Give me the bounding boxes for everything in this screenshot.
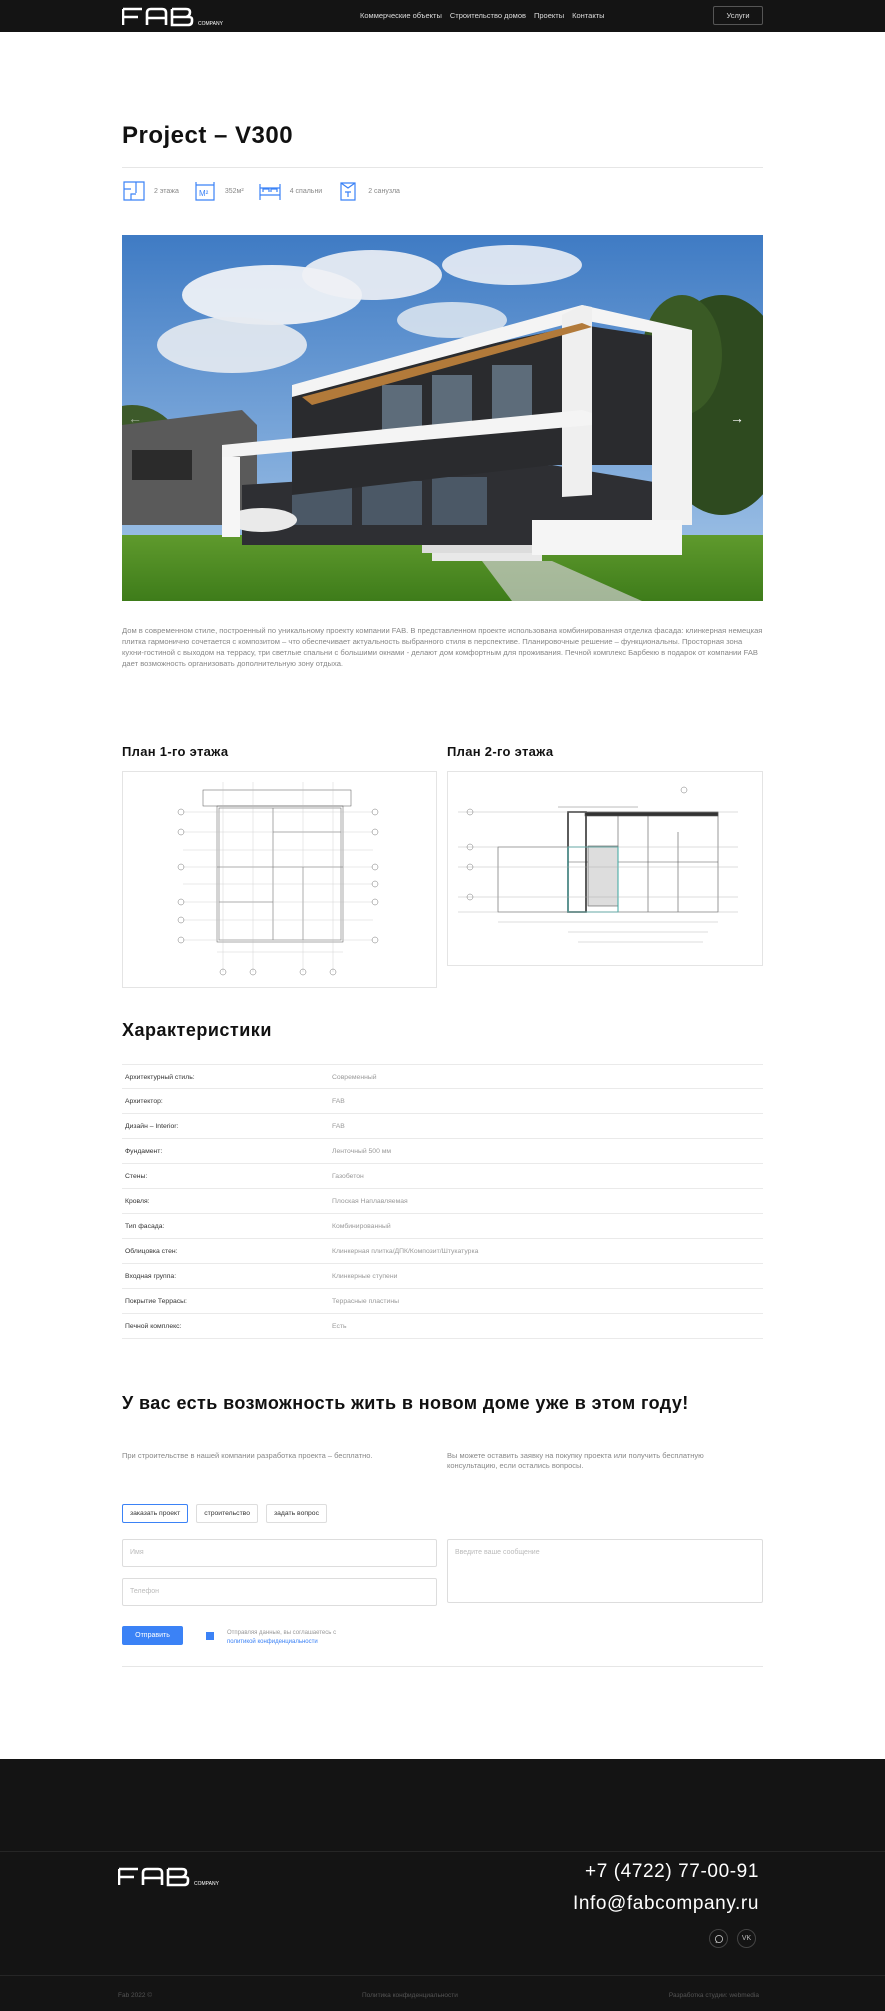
consent-text [227, 1629, 336, 1647]
send-button[interactable]: Отправить [122, 1626, 183, 1645]
spec-bathrooms [336, 180, 400, 202]
row-value: Плоская Наплавляемая [332, 1198, 408, 1205]
row-value: Газобетон [332, 1173, 364, 1180]
spec-bathrooms-text: 2 санузла [368, 187, 400, 195]
table-row [122, 1314, 763, 1339]
services-button[interactable]: Услуги [713, 6, 763, 25]
table-row [122, 1064, 763, 1089]
footer-phone[interactable]: +7 (4722) 77-00-91 [585, 1861, 759, 1882]
floors-icon [122, 180, 146, 202]
row-key: Облицовка стен: [125, 1248, 178, 1255]
privacy-link[interactable]: политикой конфиденциальности [227, 1639, 318, 1645]
spec-floors-text: 2 этажа [154, 187, 179, 195]
name-input[interactable]: Имя [122, 1539, 437, 1567]
spec-area [193, 180, 244, 202]
cta-title: У вас есть возможность жить в новом доме уже в этом году! [122, 1393, 689, 1413]
footer-privacy-link[interactable]: Политика конфиденциальности [362, 1992, 458, 1999]
fab-logo[interactable] [122, 7, 232, 27]
row-key: Стены: [125, 1173, 148, 1180]
tab-question[interactable]: задать вопрос [266, 1504, 327, 1523]
logo-company-text: COMPANY [198, 21, 223, 27]
spec-bedrooms-text: 4 спальни [289, 187, 323, 195]
bed-icon [258, 180, 282, 202]
developer-credit[interactable]: Разработка студии: webmedia [668, 1992, 759, 1999]
table-row [122, 1239, 763, 1264]
spec-area-text: 352м² [224, 187, 244, 195]
row-key: Тип фасада: [125, 1223, 165, 1230]
row-value: Клинкерные ступени [332, 1273, 398, 1280]
slider-next-arrow[interactable]: → [730, 410, 744, 426]
row-key: Входная группа: [125, 1273, 177, 1280]
tab-construction[interactable]: строительство [196, 1504, 258, 1523]
row-value: Есть [332, 1323, 347, 1330]
nav-house-building[interactable]: Строительство домов [449, 11, 526, 20]
row-key: Архитектор: [125, 1098, 163, 1105]
plan-second-title: План 2-го этажа [447, 744, 554, 759]
footer-email[interactable]: Info@fabcompany.ru [572, 1893, 759, 1914]
nav-contacts[interactable]: Контакты [572, 11, 605, 20]
spec-bedrooms [258, 180, 323, 202]
plan-first-title: План 1-го этажа [122, 744, 229, 759]
footer-logo-company-text: COMPANY [194, 1881, 219, 1887]
table-row [122, 1139, 763, 1164]
main-nav [360, 11, 605, 20]
table-row [122, 1289, 763, 1314]
row-value: Террасные пластины [332, 1298, 399, 1305]
top-bar [0, 0, 885, 32]
row-key: Дизайн – Interior: [125, 1123, 179, 1130]
cta-right-text: Вы можете оставить заявку на покупку проекта или получить бесплатную консультацию, если остались вопросы. [447, 1451, 704, 1470]
footer-logo[interactable] [118, 1867, 228, 1892]
row-value: Современный [332, 1074, 377, 1081]
row-value: Комбинированный [332, 1223, 391, 1230]
request-tabs [122, 1504, 327, 1523]
table-row [122, 1164, 763, 1189]
copyright: Fab 2022 © [118, 1992, 153, 1999]
row-value: Ленточный 500 мм [332, 1148, 392, 1155]
divider [122, 167, 763, 168]
table-row [122, 1089, 763, 1114]
plan-second-image[interactable] [447, 771, 763, 966]
table-row [122, 1264, 763, 1289]
bathroom-icon [336, 180, 360, 202]
row-key: Фундамент: [125, 1148, 163, 1155]
footer-divider [0, 1851, 885, 1852]
cta-left-text: При строительстве в нашей компании разработка проекта – бесплатно. [122, 1451, 373, 1460]
slider-prev-arrow[interactable]: ← [128, 410, 142, 426]
area-icon-label: M² [198, 189, 209, 198]
characteristics-title: Характеристики [122, 1020, 272, 1040]
characteristics-table [122, 1064, 763, 1339]
consent-label: Отправляя данные, вы соглашаетесь с [227, 1630, 337, 1636]
row-key: Кровля: [125, 1198, 150, 1205]
row-value: FAB [332, 1098, 345, 1105]
row-key: Печной комплекс: [125, 1323, 182, 1330]
project-description: Дом в современном стиле, построенный по уникальному проекту компании FAB. В представленном проекте использована комбинированная отделка фасада: клинкерная немецкая плитка гармонично сочетается с композитом – что обеспечивает актуальность выбранного стиля в перспективе. Планировочные решение – функциональны. Просторная зона кухни-гостиной с выходом на террасу, три светлые спальни с большими окнами - делают дом комфортным для проживания. Печной комплекс Барбекю в подарок от компании FAB дает возможность организовать дополнительную зону отдыха. [122, 626, 763, 668]
consent-checkbox[interactable] [206, 1632, 214, 1640]
row-value: FAB [332, 1123, 345, 1130]
whatsapp-icon[interactable] [709, 1929, 728, 1948]
nav-projects[interactable]: Проекты [534, 11, 565, 20]
table-row [122, 1189, 763, 1214]
row-key: Покрытие Террасы: [125, 1298, 187, 1305]
project-photo[interactable] [122, 235, 763, 601]
project-specs [122, 180, 414, 202]
row-value: Клинкерная плитка/ДПК/Композит/Штукатурка [332, 1248, 479, 1255]
message-textarea[interactable]: Введите ваше сообщение [447, 1539, 763, 1603]
table-row [122, 1214, 763, 1239]
spec-floors [122, 180, 179, 202]
area-icon [193, 180, 217, 202]
footer-divider [0, 1975, 885, 1976]
phone-input[interactable]: Телефон [122, 1578, 437, 1606]
vk-icon[interactable]: VK [737, 1929, 756, 1948]
page-title: Project – V300 [122, 122, 294, 149]
plan-first-image[interactable] [122, 771, 437, 988]
row-key: Архитектурный стиль: [125, 1074, 195, 1081]
nav-commercial[interactable]: Коммерческие объекты [360, 11, 442, 20]
tab-order-project[interactable]: заказать проект [122, 1504, 188, 1523]
table-row [122, 1114, 763, 1139]
divider [122, 1666, 763, 1667]
